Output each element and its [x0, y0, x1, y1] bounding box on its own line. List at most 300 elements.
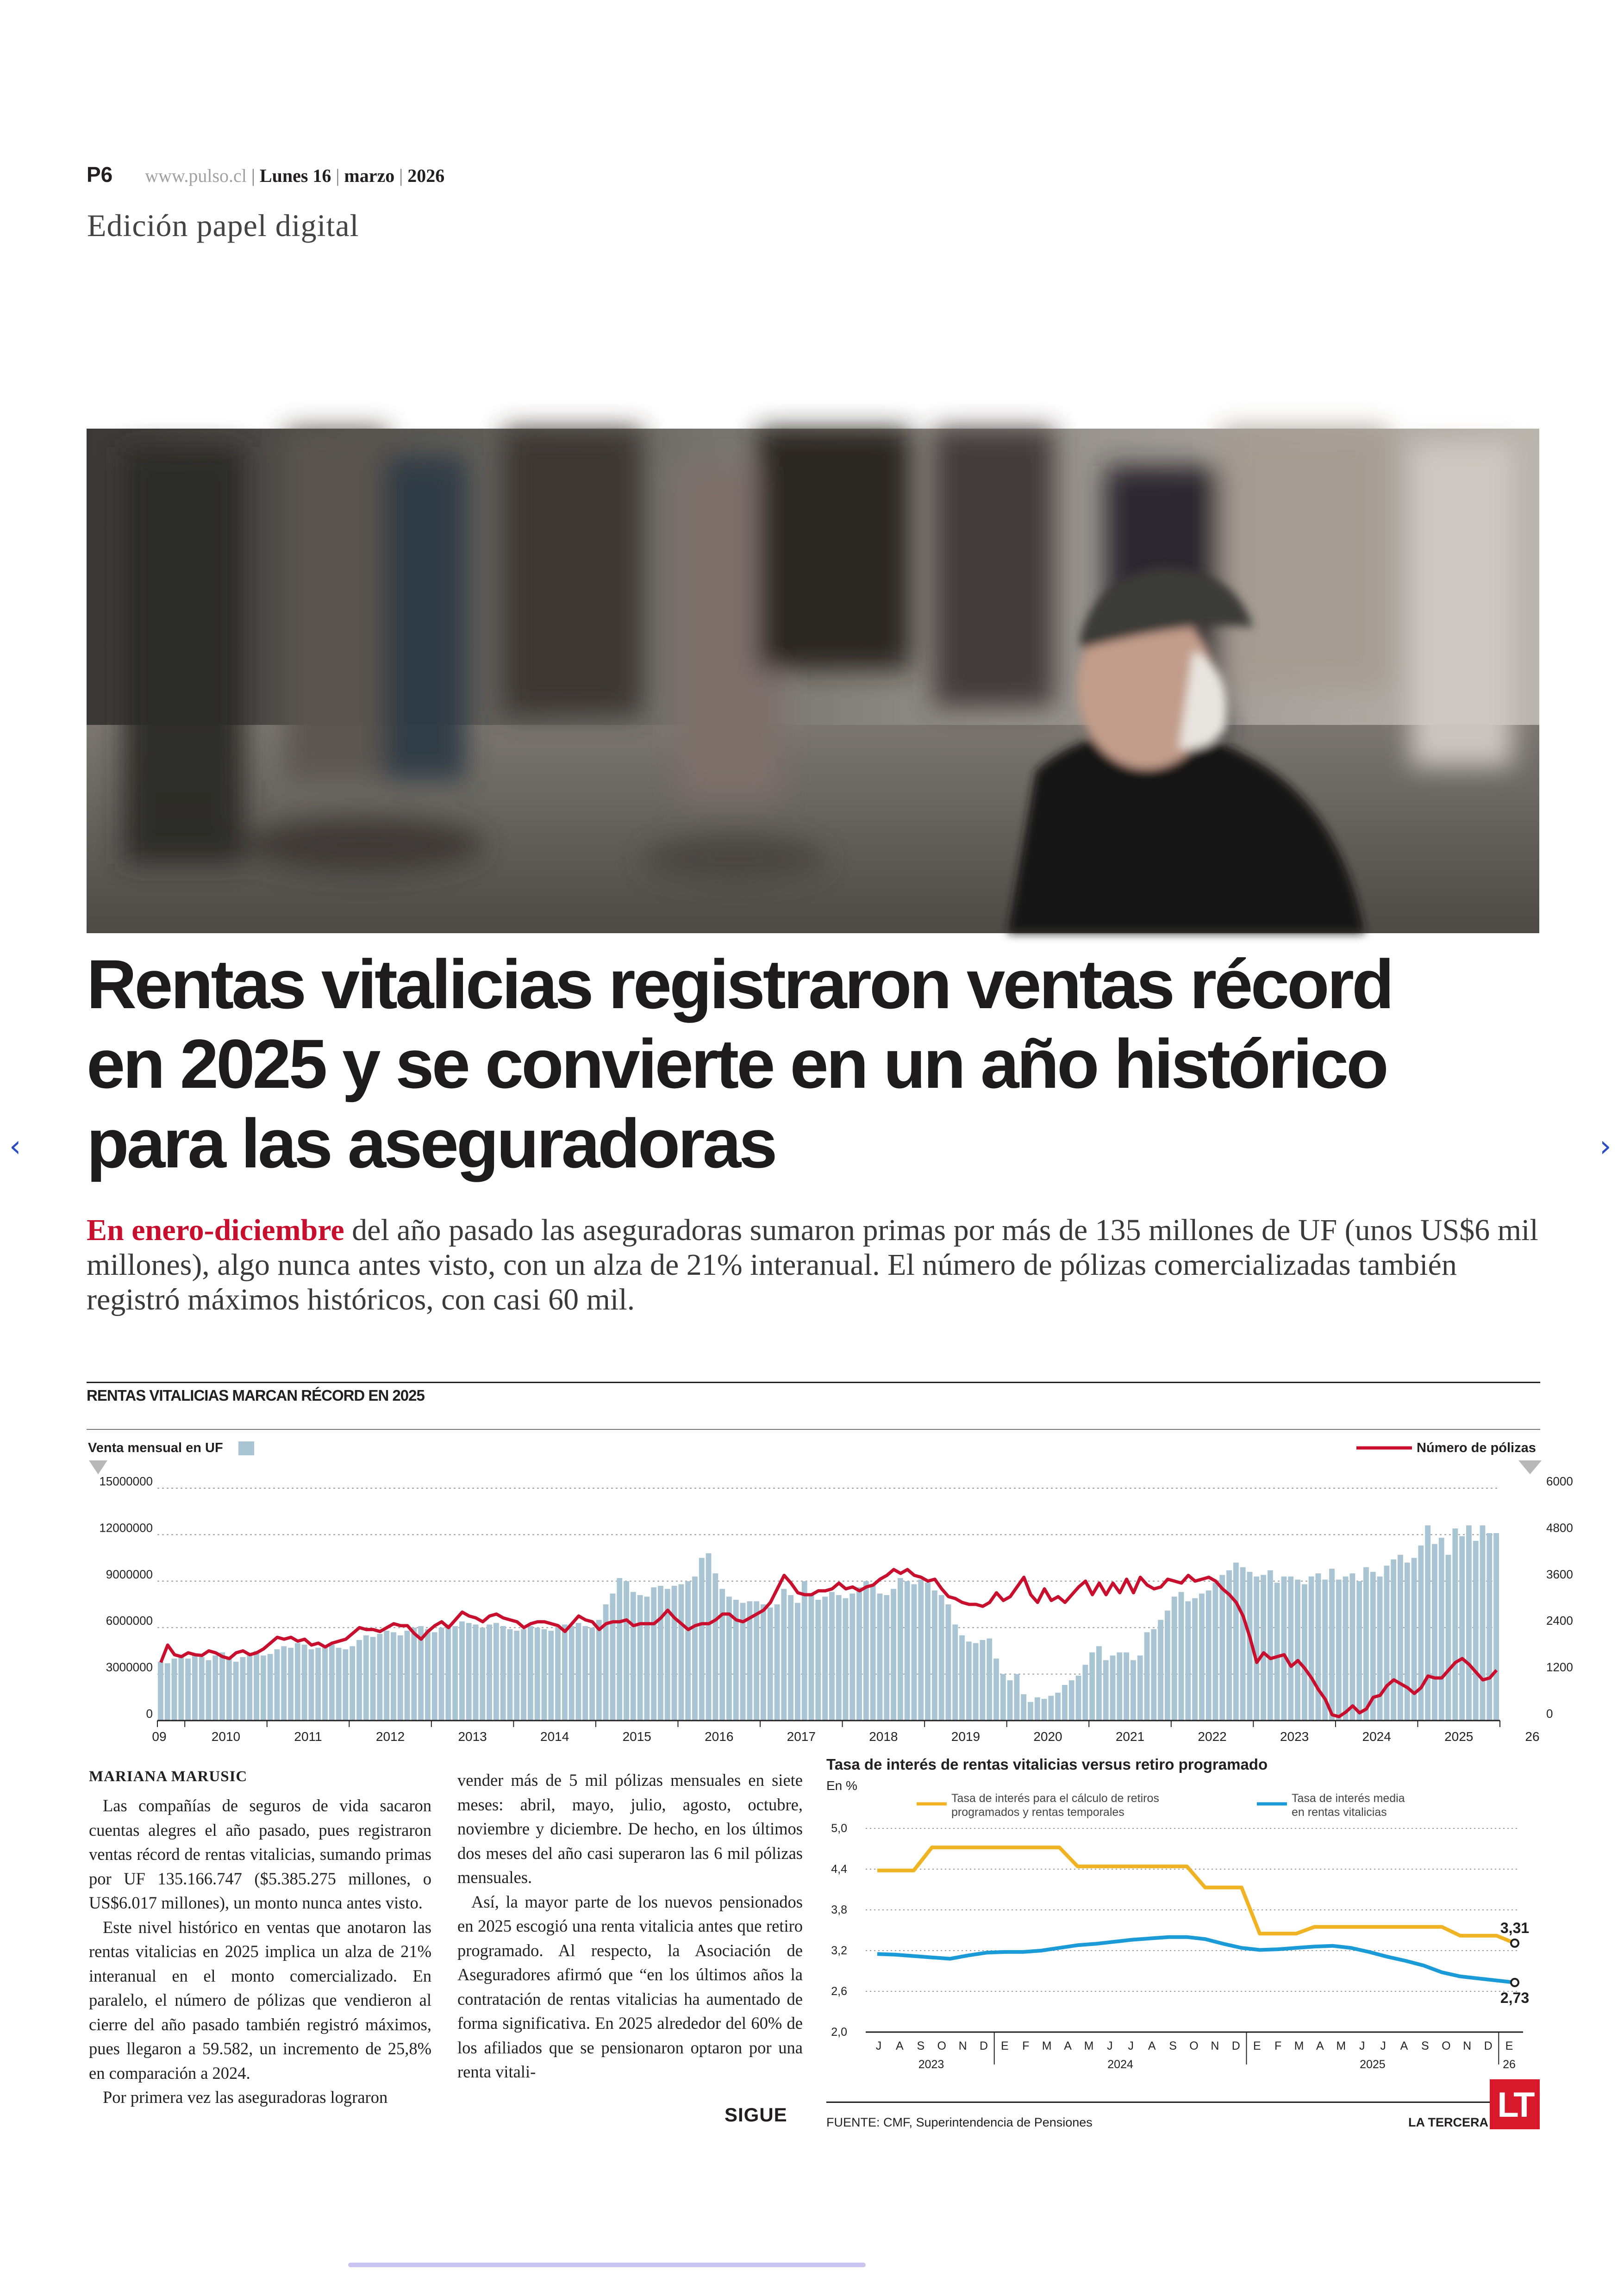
bar — [829, 1592, 835, 1721]
bar — [555, 1628, 561, 1721]
month-label: D — [979, 2039, 988, 2052]
bar — [405, 1631, 410, 1721]
paragraph: Este nivel histórico en ventas que anotaron las rentas vitalicias en 2025 implica un alza de 21% interanual en el monto comercializado. En paralelo, el número de pólizas que vendieron al cierre del año pasado también registró máximos, pues llegaron a 59.582, un incremento de 25,8% en comparación a 2024. — [89, 1917, 431, 2083]
bar — [1412, 1558, 1417, 1721]
y2-tick-label: 2400 — [1546, 1614, 1573, 1628]
bar — [247, 1654, 252, 1721]
series-line-rentas — [877, 1937, 1515, 1983]
bar — [1446, 1555, 1451, 1721]
bar — [548, 1631, 554, 1721]
bar — [1439, 1538, 1444, 1721]
bar — [439, 1628, 444, 1721]
month-label: F — [1022, 2039, 1030, 2052]
bar — [1281, 1577, 1287, 1721]
bar — [425, 1629, 431, 1721]
bar — [959, 1635, 965, 1721]
bar — [309, 1649, 314, 1721]
y2-tick-label: 4800 — [1546, 1521, 1573, 1535]
series-line-retiro — [877, 1847, 1515, 1943]
bar — [987, 1639, 992, 1721]
bar — [192, 1654, 198, 1721]
bar — [1493, 1533, 1499, 1721]
bar — [1425, 1525, 1430, 1721]
bar — [993, 1659, 999, 1721]
bar — [268, 1654, 273, 1721]
source-note: FUENTE: CMF, Superintendencia de Pensiones — [826, 2115, 1093, 2129]
headline-line: en 2025 y se convierte en un año histórico — [87, 1025, 1387, 1103]
bar — [487, 1625, 492, 1721]
year-label: 26 — [1503, 2058, 1516, 2071]
x-tick-label: 2010 — [211, 1729, 241, 1744]
bar — [1240, 1567, 1246, 1721]
paragraph: Así, la mayor parte de los nuevos pensionados en 2025 escogió una renta vitalicia antes que retiro programado. Al respecto, la Asociación de Aseguradores afirmó que “en los últimos años la contratación de rentas vitalicias ha aumentado de forma significativa. En 2025 alrededor del 60% de los afiliados que se pensionaron optaron por una renta vitali- — [457, 1892, 803, 2081]
bar — [542, 1629, 547, 1721]
body-column-2 — [457, 1768, 803, 2084]
issue-year: 2026 — [407, 165, 445, 186]
bar — [1336, 1579, 1342, 1721]
bar — [535, 1628, 540, 1721]
bar — [932, 1590, 937, 1721]
bar — [226, 1659, 232, 1721]
bar — [1048, 1696, 1054, 1721]
edition-label: Edición papel digital — [87, 208, 359, 243]
bar — [493, 1623, 499, 1721]
bar — [1206, 1590, 1212, 1721]
bar — [712, 1573, 718, 1721]
month-label: N — [1463, 2039, 1472, 2052]
bar — [905, 1581, 910, 1721]
y-tick-label: 12000000 — [99, 1521, 153, 1535]
month-label: O — [937, 2039, 946, 2052]
bar — [1349, 1573, 1355, 1721]
year-label: 2025 — [1360, 2058, 1386, 2071]
month-label: M — [1294, 2039, 1304, 2052]
x-tick-label: 2019 — [951, 1729, 981, 1744]
bar — [178, 1657, 184, 1721]
bar — [1452, 1528, 1458, 1721]
bar — [1042, 1699, 1047, 1721]
y2-tick-label: 0 — [1546, 1707, 1553, 1721]
bar — [1309, 1577, 1314, 1721]
bar — [185, 1659, 191, 1721]
bar — [199, 1657, 205, 1721]
bar — [350, 1646, 355, 1721]
bar — [795, 1603, 800, 1721]
bar — [1144, 1632, 1150, 1721]
lede-lead: En enero-diciembre — [87, 1213, 344, 1247]
bar — [1082, 1665, 1088, 1721]
paragraph: Por primera vez las aseguradoras lograron — [103, 2088, 388, 2107]
bar — [1028, 1702, 1033, 1721]
year-label: 2024 — [1107, 2058, 1133, 2071]
bar — [1062, 1685, 1068, 1721]
bar — [1021, 1694, 1026, 1721]
bar — [507, 1629, 513, 1721]
bar — [822, 1597, 828, 1721]
y-tick-label: 2,6 — [831, 1985, 847, 1998]
headline-line: Rentas vitalicias registraron ventas récord — [87, 945, 1392, 1023]
bar — [1480, 1525, 1486, 1721]
paragraph: Las compañías de seguros de vida sacaron cuentas alegres el año pasado, pues registraron ventas récord de rentas vitalicias, sumando primas por UF 135.166.747 ($5.385.275 millones, o US$6.017 millones), un monto nunca antes visto. — [89, 1796, 431, 1912]
chart-title-rule — [87, 1429, 1540, 1430]
bar — [1185, 1601, 1191, 1721]
bar — [973, 1643, 979, 1721]
la-tercera-logo: LT — [1490, 2079, 1540, 2129]
bar — [165, 1663, 170, 1721]
x-tick-label: 2015 — [622, 1729, 651, 1744]
bar — [1261, 1575, 1266, 1721]
bar — [1398, 1555, 1403, 1721]
bar — [1377, 1577, 1383, 1721]
bar — [849, 1594, 855, 1721]
bar — [261, 1655, 266, 1721]
bar — [898, 1578, 903, 1721]
bar — [925, 1583, 931, 1721]
bar — [1151, 1629, 1156, 1721]
x-tick-label: 2011 — [294, 1729, 322, 1744]
x-tick-label: 2022 — [1198, 1729, 1227, 1744]
bar — [1172, 1597, 1177, 1721]
issue-day: Lunes 16 — [259, 165, 331, 186]
bar — [699, 1558, 705, 1721]
chart2-ylabel: En % — [826, 1778, 857, 1793]
x-tick-label: 2013 — [458, 1729, 487, 1744]
bar — [658, 1586, 663, 1721]
bar — [1233, 1563, 1239, 1721]
bar — [802, 1581, 807, 1721]
bar — [678, 1584, 684, 1721]
x-tick-label: 2017 — [787, 1729, 816, 1744]
bar — [754, 1601, 759, 1721]
bar — [1219, 1575, 1225, 1721]
bar — [644, 1597, 650, 1721]
right-axis-label: Número de pólizas — [1417, 1441, 1536, 1455]
bar — [459, 1621, 465, 1721]
bar — [391, 1632, 396, 1721]
bar — [1076, 1676, 1081, 1721]
bar — [1103, 1660, 1109, 1721]
bar — [672, 1586, 677, 1721]
bar — [356, 1640, 362, 1721]
month-label: E — [1505, 2039, 1513, 2052]
bar — [1213, 1583, 1218, 1721]
y-tick-label: 0 — [146, 1707, 153, 1721]
bar — [1117, 1653, 1122, 1721]
bar — [596, 1620, 602, 1721]
continue-label: SIGUE — [725, 2104, 787, 2126]
month-label: S — [1169, 2039, 1177, 2052]
bar — [884, 1595, 889, 1721]
bar — [685, 1581, 691, 1721]
bar — [946, 1604, 951, 1721]
y-tick-label: 3,2 — [831, 1944, 847, 1957]
bar — [1014, 1674, 1019, 1721]
y2-tick-label: 1200 — [1546, 1660, 1573, 1674]
article-photo — [87, 429, 1539, 933]
bar — [870, 1584, 876, 1721]
bar — [1329, 1569, 1335, 1721]
bar — [781, 1589, 787, 1721]
x-tick-label: 2024 — [1362, 1729, 1391, 1744]
bar — [1089, 1653, 1095, 1721]
bar — [692, 1577, 698, 1721]
bar — [1110, 1655, 1116, 1721]
bar — [288, 1648, 294, 1721]
x-tick-label: 2021 — [1115, 1729, 1145, 1744]
bar — [514, 1631, 519, 1721]
bar — [473, 1625, 479, 1721]
bar — [856, 1587, 862, 1721]
bar — [863, 1581, 869, 1721]
bar — [295, 1643, 300, 1721]
bar — [582, 1626, 588, 1721]
bar — [610, 1594, 616, 1721]
bar — [631, 1592, 636, 1721]
bar — [775, 1604, 780, 1721]
bar — [1199, 1594, 1205, 1721]
month-label: A — [1148, 2039, 1156, 2052]
bar — [466, 1623, 472, 1721]
bar — [240, 1657, 246, 1721]
y-tick-label: 3000000 — [106, 1660, 153, 1674]
end-value-label: 2,73 — [1500, 1989, 1530, 2006]
bar — [815, 1600, 821, 1721]
bar — [1363, 1567, 1369, 1721]
month-label: M — [1084, 2039, 1094, 2052]
lede-text: del año pasado las aseguradoras sumaron primas por más de 135 millones de UF (unos US$6 mil millones), algo nunca antes visto, con un alza de 21% interanual. El número de pólizas comercializadas también registró máximos históricos, con casi 60 mil. — [87, 1213, 1538, 1316]
chart1-title: RENTAS VITALICIAS MARCAN RÉCORD EN 2025 — [87, 1387, 425, 1404]
bar — [1384, 1565, 1389, 1721]
bar — [343, 1649, 348, 1721]
bar — [1274, 1583, 1280, 1721]
left-axis-arrow — [89, 1460, 107, 1474]
headline-line: para las aseguradoras — [87, 1104, 775, 1182]
bar — [275, 1649, 280, 1721]
bar — [322, 1646, 328, 1721]
bar — [336, 1648, 342, 1721]
bar — [589, 1628, 595, 1721]
bar — [617, 1578, 622, 1721]
bar — [206, 1660, 212, 1721]
bar — [1179, 1592, 1184, 1721]
bar — [877, 1594, 883, 1721]
month-label: M — [1336, 2039, 1346, 2052]
month-label: E — [1253, 2039, 1261, 2052]
month-label: N — [958, 2039, 967, 2052]
month-label: N — [1211, 2039, 1219, 2052]
bar — [1124, 1653, 1129, 1721]
bar — [480, 1628, 485, 1721]
bar — [1487, 1533, 1492, 1721]
bar — [377, 1634, 382, 1721]
month-label: M — [1042, 2039, 1052, 2052]
bar — [836, 1595, 842, 1721]
bar — [843, 1598, 849, 1721]
x-tick-label: 26 — [1525, 1729, 1540, 1744]
brand-name: LA TERCERA — [1408, 2115, 1488, 2129]
y-tick-label: 6000000 — [106, 1614, 153, 1628]
end-value-label: 3,31 — [1500, 1919, 1530, 1936]
bar — [1268, 1570, 1273, 1721]
month-label: J — [1380, 2039, 1386, 2052]
month-label: J — [1128, 2039, 1134, 2052]
x-tick-label: 2023 — [1280, 1729, 1309, 1744]
bar — [576, 1623, 581, 1721]
horizontal-scrollbar[interactable] — [348, 2263, 866, 2267]
year-label: 2023 — [918, 2058, 944, 2071]
bar — [918, 1579, 924, 1721]
bar — [452, 1626, 458, 1721]
photo-illustration — [87, 429, 1539, 933]
month-label: S — [917, 2039, 925, 2052]
bar — [315, 1648, 321, 1721]
headline — [87, 944, 1549, 1183]
bar — [384, 1631, 389, 1721]
legend-swatch-venta — [238, 1441, 254, 1455]
month-label: A — [896, 2039, 904, 2052]
bar — [432, 1632, 437, 1721]
month-label: D — [1484, 2039, 1493, 2052]
bar — [912, 1584, 917, 1721]
bar — [1316, 1573, 1321, 1721]
paragraph: vender más de 5 mil pólizas mensuales en siete meses: abril, mayo, julio, agosto, octubre, noviembre y diciembre. De hecho, en los últimos dos meses del año casi superaron las 6 mil pólizas mensuales. — [457, 1771, 803, 1887]
month-label: A — [1400, 2039, 1408, 2052]
y2-tick-label: 3600 — [1546, 1567, 1573, 1581]
bar — [788, 1595, 793, 1721]
bar — [569, 1626, 575, 1721]
y-tick-label: 5,0 — [831, 1822, 847, 1835]
bar — [1055, 1693, 1061, 1721]
page-header: P6 www.pulso.cl | Lunes 16 | marzo | 2026 — [87, 162, 445, 187]
bar — [1035, 1697, 1040, 1721]
bar — [1165, 1610, 1170, 1721]
bar — [370, 1637, 376, 1721]
end-marker — [1511, 1940, 1518, 1947]
bar — [172, 1659, 177, 1721]
end-marker — [1511, 1979, 1518, 1986]
bar — [1295, 1579, 1300, 1721]
byline: MARIANA MARUSIC — [89, 1768, 248, 1785]
month-label: J — [1359, 2039, 1365, 2052]
month-label: O — [1442, 2039, 1451, 2052]
bar — [624, 1581, 629, 1721]
legend-retiro: Tasa de interés para el cálculo de retiros programados y rentas temporales — [951, 1792, 1159, 1819]
bar — [521, 1629, 526, 1721]
issue-month: marzo — [344, 165, 395, 186]
bar — [1473, 1541, 1479, 1721]
bar — [809, 1594, 814, 1721]
bar — [212, 1655, 218, 1721]
y-tick-label: 4,4 — [831, 1863, 847, 1876]
chevron-left-icon[interactable]: ‹ — [9, 1129, 21, 1164]
bar — [158, 1662, 163, 1721]
site-url[interactable]: www.pulso.cl — [145, 165, 247, 186]
page-number: P6 — [87, 162, 113, 187]
x-tick-label: 2012 — [375, 1729, 405, 1744]
y-tick-label: 9000000 — [106, 1567, 153, 1581]
chart2 — [824, 1754, 1546, 2097]
bar — [302, 1645, 307, 1721]
chart2-bottom-rule — [826, 2102, 1539, 2103]
bar — [1302, 1584, 1307, 1721]
x-tick-label: 2018 — [869, 1729, 898, 1744]
bar — [1007, 1680, 1013, 1721]
bar — [966, 1641, 972, 1721]
bar — [254, 1651, 259, 1721]
bar — [768, 1608, 773, 1721]
chart-top-rule — [87, 1382, 1540, 1383]
chart1 — [69, 1435, 1573, 1750]
bar — [761, 1604, 766, 1721]
lede — [87, 1213, 1540, 1317]
x-tick-label: 2014 — [540, 1729, 569, 1744]
left-axis-label: Venta mensual en UF — [88, 1441, 223, 1455]
legend-rentas: Tasa de interés media en rentas vitalicias — [1292, 1792, 1405, 1819]
bar — [1418, 1546, 1424, 1721]
bar — [891, 1589, 896, 1721]
bar — [233, 1662, 239, 1721]
bar — [651, 1587, 656, 1721]
bar — [562, 1625, 568, 1721]
bar — [1069, 1680, 1074, 1721]
bar — [706, 1553, 712, 1721]
bar — [363, 1635, 369, 1721]
bar — [1096, 1646, 1102, 1721]
month-label: F — [1274, 2039, 1282, 2052]
x-tick-label: 09 — [152, 1729, 167, 1744]
bar — [719, 1589, 725, 1721]
bar — [1158, 1620, 1163, 1721]
x-tick-label: 2025 — [1444, 1729, 1474, 1744]
bar — [1356, 1581, 1362, 1721]
y-tick-label: 2,0 — [831, 2026, 847, 2039]
bar — [1459, 1536, 1465, 1721]
bar — [329, 1645, 335, 1721]
bar — [1391, 1559, 1396, 1721]
bar — [1000, 1674, 1006, 1721]
bar — [1288, 1577, 1293, 1721]
y-tick-label: 3,8 — [831, 1903, 847, 1916]
x-tick-label: 2020 — [1033, 1729, 1062, 1744]
bar — [1137, 1655, 1143, 1721]
bar — [1466, 1525, 1472, 1721]
chevron-right-icon[interactable]: › — [1599, 1129, 1612, 1164]
month-label: S — [1421, 2039, 1429, 2052]
bar — [219, 1653, 225, 1721]
month-label: J — [875, 2039, 882, 2052]
right-axis-arrow — [1518, 1460, 1542, 1474]
bar — [1405, 1563, 1410, 1721]
bar — [1192, 1598, 1198, 1721]
bar — [1343, 1577, 1349, 1721]
bar — [952, 1625, 958, 1721]
bar — [980, 1640, 986, 1721]
bar — [637, 1595, 643, 1721]
bar — [500, 1626, 506, 1721]
month-label: O — [1189, 2039, 1199, 2052]
month-label: D — [1231, 2039, 1240, 2052]
month-label: A — [1316, 2039, 1324, 2052]
chart2-title: Tasa de interés de rentas vitalicias versus retiro programado — [826, 1756, 1268, 1773]
month-label: A — [1064, 2039, 1072, 2052]
month-label: J — [1107, 2039, 1113, 2052]
bar — [939, 1595, 944, 1721]
y-tick-label: 15000000 — [99, 1474, 153, 1488]
x-tick-label: 2016 — [705, 1729, 734, 1744]
bar — [445, 1625, 451, 1721]
month-label: E — [1001, 2039, 1009, 2052]
bar — [281, 1646, 287, 1721]
